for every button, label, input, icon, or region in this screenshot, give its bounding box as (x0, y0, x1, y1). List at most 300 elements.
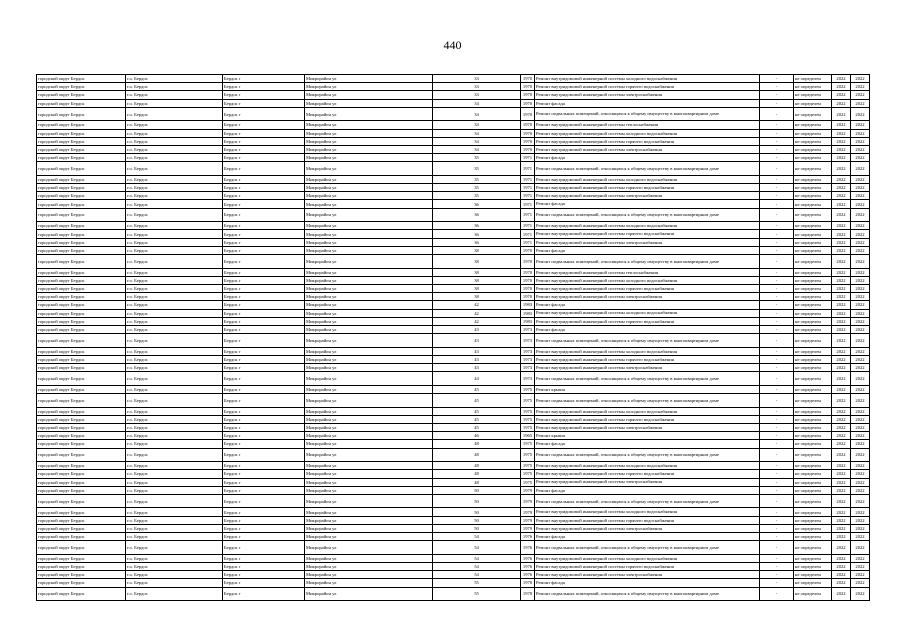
work-type-cell: Ремонт внутридомовой инженерной системы электроснабжения (535, 238, 760, 246)
status-cell: не определен (794, 486, 832, 494)
year-cell: 1970 (521, 293, 535, 301)
status-cell: не определен (794, 355, 832, 363)
plan-end-cell: 2022 (851, 364, 870, 372)
house-number-cell: 36 (433, 222, 521, 230)
city-cell: Бердск г (223, 334, 305, 348)
work-type-cell: Ремонт внутридомовой инженерной системы электроснабжения (535, 91, 760, 99)
settlement-cell: г.о. Бердск (126, 154, 223, 162)
street-cell: Микрорайон ул (305, 494, 433, 508)
plan-end-cell: 2022 (851, 407, 870, 415)
year-cell: 1975 (521, 470, 535, 478)
house-number-cell: 46 (433, 432, 521, 440)
status-cell: не определен (794, 440, 832, 448)
year-cell: 1978 (521, 579, 535, 587)
settlement-cell: г.о. Бердск (126, 192, 223, 200)
cost-cell: - (760, 524, 794, 532)
work-type-cell: Ремонт внутридомовой инженерной системы холодного водоснабжения (535, 276, 760, 284)
year-cell: 1975 (521, 415, 535, 423)
year-cell: 1975 (521, 448, 535, 462)
city-cell: Бердск г (223, 394, 305, 408)
work-type-cell: Ремонт фасада (535, 154, 760, 162)
house-number-cell: 38 (433, 284, 521, 292)
plan-start-cell: 2022 (832, 309, 851, 317)
table-row (37, 486, 870, 494)
table-row (37, 524, 870, 532)
year-cell: 1976 (521, 563, 535, 571)
year-cell: 1975 (521, 462, 535, 470)
table-row (37, 75, 870, 83)
house-number-cell: 54 (433, 533, 521, 541)
district-cell: городской округ Бердск (37, 478, 126, 486)
plan-start-cell: 2022 (832, 154, 851, 162)
street-cell: Микрорайон ул (305, 99, 433, 107)
table-row (37, 571, 870, 579)
plan-start-cell: 2022 (832, 162, 851, 176)
settlement-cell: г.о. Бердск (126, 394, 223, 408)
year-cell: 1970 (521, 137, 535, 145)
city-cell: Бердск г (223, 541, 305, 555)
city-cell: Бердск г (223, 486, 305, 494)
status-cell: не определен (794, 145, 832, 153)
plan-end-cell: 2022 (851, 571, 870, 579)
street-cell: Микрорайон ул (305, 238, 433, 246)
table-body (37, 75, 870, 601)
cost-cell: - (760, 516, 794, 524)
house-number-cell: 48 (433, 462, 521, 470)
city-cell: Бердск г (223, 563, 305, 571)
city-cell: Бердск г (223, 75, 305, 83)
year-cell: 1975 (521, 440, 535, 448)
plan-start-cell: 2022 (832, 246, 851, 254)
plan-end-cell: 2022 (851, 448, 870, 462)
settlement-cell: г.о. Бердск (126, 309, 223, 317)
city-cell: Бердск г (223, 184, 305, 192)
house-number-cell: 33 (433, 75, 521, 83)
status-cell: не определен (794, 423, 832, 431)
table-row (37, 334, 870, 348)
city-cell: Бердск г (223, 325, 305, 333)
work-type-cell: Ремонт внутридомовой инженерной системы электроснабжения (535, 364, 760, 372)
house-number-cell: 45 (433, 415, 521, 423)
district-cell: городской округ Бердск (37, 192, 126, 200)
district-cell: городской округ Бердск (37, 355, 126, 363)
district-cell: городской округ Бердск (37, 325, 126, 333)
street-cell: Микрорайон ул (305, 347, 433, 355)
house-number-cell: 36 (433, 208, 521, 222)
district-cell: городской округ Бердск (37, 184, 126, 192)
street-cell: Микрорайон ул (305, 91, 433, 99)
city-cell: Бердск г (223, 508, 305, 516)
settlement-cell: г.о. Бердск (126, 478, 223, 486)
settlement-cell: г.о. Бердск (126, 432, 223, 440)
city-cell: Бердск г (223, 208, 305, 222)
cost-cell: - (760, 208, 794, 222)
work-type-cell: Ремонт внутридомовой инженерной системы электроснабжения (535, 293, 760, 301)
settlement-cell: г.о. Бердск (126, 129, 223, 137)
plan-end-cell: 2022 (851, 301, 870, 309)
plan-end-cell: 2022 (851, 145, 870, 153)
work-type-cell: Ремонт внутридомовой инженерной системы горячего водоснабжения (535, 284, 760, 292)
work-type-cell: Ремонт внутридомовой инженерной системы горячего водоснабжения (535, 516, 760, 524)
city-cell: Бердск г (223, 107, 305, 121)
house-number-cell: 34 (433, 121, 521, 129)
settlement-cell: г.о. Бердск (126, 486, 223, 494)
settlement-cell: г.о. Бердск (126, 385, 223, 393)
year-cell: 1983 (521, 309, 535, 317)
district-cell: городской округ Бердск (37, 301, 126, 309)
year-cell: 1970 (521, 145, 535, 153)
cost-cell: - (760, 137, 794, 145)
cost-cell: - (760, 372, 794, 386)
plan-end-cell: 2022 (851, 385, 870, 393)
work-type-cell: Ремонт внутридомовой инженерной системы холодного водоснабжения (535, 129, 760, 137)
street-cell: Микрорайон ул (305, 415, 433, 423)
plan-start-cell: 2022 (832, 334, 851, 348)
street-cell: Микрорайон ул (305, 301, 433, 309)
settlement-cell: г.о. Бердск (126, 364, 223, 372)
city-cell: Бердск г (223, 494, 305, 508)
settlement-cell: г.о. Бердск (126, 238, 223, 246)
city-cell: Бердск г (223, 129, 305, 137)
street-cell: Микрорайон ул (305, 208, 433, 222)
street-cell: Микрорайон ул (305, 462, 433, 470)
cost-cell: - (760, 325, 794, 333)
plan-start-cell: 2022 (832, 200, 851, 208)
year-cell: 1970 (521, 246, 535, 254)
plan-end-cell: 2022 (851, 524, 870, 532)
house-number-cell: 54 (433, 571, 521, 579)
plan-start-cell: 2022 (832, 99, 851, 107)
status-cell: не определен (794, 334, 832, 348)
status-cell: не определен (794, 364, 832, 372)
settlement-cell: г.о. Бердск (126, 145, 223, 153)
work-type-cell: Ремонт внутридомовой инженерной системы холодного водоснабжения (535, 554, 760, 562)
street-cell: Микрорайон ул (305, 478, 433, 486)
cost-cell: - (760, 301, 794, 309)
district-cell: городской округ Бердск (37, 554, 126, 562)
work-type-cell: Ремонт подвальных помещений, относящихся к общему имуществу в многоквартирном доме (535, 334, 760, 348)
district-cell: городской округ Бердск (37, 222, 126, 230)
settlement-cell: г.о. Бердск (126, 462, 223, 470)
city-cell: Бердск г (223, 385, 305, 393)
cost-cell: - (760, 268, 794, 276)
status-cell: не определен (794, 325, 832, 333)
year-cell: 1971 (521, 175, 535, 183)
status-cell: не определен (794, 276, 832, 284)
city-cell: Бердск г (223, 448, 305, 462)
settlement-cell: г.о. Бердск (126, 91, 223, 99)
table-row (37, 162, 870, 176)
street-cell: Микрорайон ул (305, 423, 433, 431)
status-cell: не определен (794, 99, 832, 107)
house-number-cell: 34 (433, 129, 521, 137)
plan-end-cell: 2022 (851, 334, 870, 348)
work-type-cell: Ремонт крыши (535, 385, 760, 393)
cost-cell: - (760, 440, 794, 448)
district-cell: городской округ Бердск (37, 200, 126, 208)
city-cell: Бердск г (223, 83, 305, 91)
work-type-cell: Ремонт внутридомовой инженерной системы холодного водоснабжения (535, 222, 760, 230)
status-cell: не определен (794, 385, 832, 393)
table-row (37, 137, 870, 145)
settlement-cell: г.о. Бердск (126, 355, 223, 363)
plan-end-cell: 2022 (851, 347, 870, 355)
city-cell: Бердск г (223, 372, 305, 386)
district-cell: городской округ Бердск (37, 508, 126, 516)
city-cell: Бердск г (223, 524, 305, 532)
city-cell: Бердск г (223, 230, 305, 238)
street-cell: Микрорайон ул (305, 563, 433, 571)
district-cell: городской округ Бердск (37, 486, 126, 494)
district-cell: городской округ Бердск (37, 415, 126, 423)
status-cell: не определен (794, 200, 832, 208)
status-cell: не определен (794, 238, 832, 246)
table-row (37, 121, 870, 129)
plan-start-cell: 2022 (832, 541, 851, 555)
year-cell: 1976 (521, 554, 535, 562)
year-cell: 1970 (521, 129, 535, 137)
city-cell: Бердск г (223, 533, 305, 541)
district-cell: городской округ Бердск (37, 407, 126, 415)
status-cell: не определен (794, 301, 832, 309)
plan-start-cell: 2022 (832, 145, 851, 153)
cost-cell: - (760, 162, 794, 176)
cost-cell: - (760, 284, 794, 292)
table-row (37, 99, 870, 107)
plan-start-cell: 2022 (832, 75, 851, 83)
status-cell: не определен (794, 563, 832, 571)
city-cell: Бердск г (223, 579, 305, 587)
house-number-cell: 34 (433, 137, 521, 145)
settlement-cell: г.о. Бердск (126, 200, 223, 208)
table-row (37, 230, 870, 238)
plan-start-cell: 2022 (832, 407, 851, 415)
work-type-cell: Ремонт подвальных помещений, относящихся к общему имуществу в многоквартирном доме (535, 254, 760, 268)
work-type-cell: Ремонт внутридомовой инженерной системы электроснабжения (535, 192, 760, 200)
house-number-cell: 38 (433, 268, 521, 276)
city-cell: Бердск г (223, 222, 305, 230)
district-cell: городской округ Бердск (37, 448, 126, 462)
house-number-cell: 45 (433, 407, 521, 415)
settlement-cell: г.о. Бердск (126, 268, 223, 276)
plan-start-cell: 2022 (832, 284, 851, 292)
house-number-cell: 43 (433, 325, 521, 333)
table-row (37, 541, 870, 555)
plan-start-cell: 2022 (832, 478, 851, 486)
work-type-cell: Ремонт подвальных помещений, относящихся к общему имуществу в многоквартирном доме (535, 494, 760, 508)
table-row (37, 238, 870, 246)
plan-start-cell: 2022 (832, 533, 851, 541)
cost-cell: - (760, 486, 794, 494)
work-type-cell: Ремонт внутридомовой инженерной системы холодного водоснабжения (535, 508, 760, 516)
year-cell: 1970 (521, 284, 535, 292)
status-cell: не определен (794, 372, 832, 386)
house-number-cell: 38 (433, 254, 521, 268)
plan-start-cell: 2022 (832, 293, 851, 301)
plan-end-cell: 2022 (851, 154, 870, 162)
year-cell: 1970 (521, 268, 535, 276)
district-cell: городской округ Бердск (37, 533, 126, 541)
status-cell: не определен (794, 462, 832, 470)
plan-end-cell: 2022 (851, 276, 870, 284)
district-cell: городской округ Бердск (37, 462, 126, 470)
plan-end-cell: 2022 (851, 462, 870, 470)
plan-start-cell: 2022 (832, 587, 851, 601)
year-cell: 1979 (521, 516, 535, 524)
house-number-cell: 35 (433, 175, 521, 183)
cost-cell: - (760, 394, 794, 408)
house-number-cell: 38 (433, 276, 521, 284)
street-cell: Микрорайон ул (305, 325, 433, 333)
settlement-cell: г.о. Бердск (126, 579, 223, 587)
city-cell: Бердск г (223, 91, 305, 99)
table-row (37, 448, 870, 462)
plan-end-cell: 2022 (851, 587, 870, 601)
house-number-cell: 45 (433, 423, 521, 431)
plan-end-cell: 2022 (851, 137, 870, 145)
cost-cell: - (760, 145, 794, 153)
house-number-cell: 48 (433, 470, 521, 478)
district-cell: городской округ Бердск (37, 423, 126, 431)
cost-cell: - (760, 448, 794, 462)
table-row (37, 478, 870, 486)
status-cell: не определен (794, 246, 832, 254)
table-row (37, 415, 870, 423)
plan-end-cell: 2022 (851, 394, 870, 408)
table-row (37, 293, 870, 301)
cost-cell: - (760, 494, 794, 508)
plan-start-cell: 2022 (832, 372, 851, 386)
street-cell: Микрорайон ул (305, 121, 433, 129)
table-row (37, 276, 870, 284)
work-type-cell: Ремонт подвальных помещений, относящихся к общему имуществу в многоквартирном доме (535, 448, 760, 462)
page-number: 440 (443, 38, 462, 52)
plan-start-cell: 2022 (832, 129, 851, 137)
year-cell: 1970 (521, 276, 535, 284)
settlement-cell: г.о. Бердск (126, 99, 223, 107)
house-number-cell: 35 (433, 162, 521, 176)
settlement-cell: г.о. Бердск (126, 334, 223, 348)
district-cell: городской округ Бердск (37, 579, 126, 587)
plan-start-cell: 2022 (832, 440, 851, 448)
settlement-cell: г.о. Бердск (126, 325, 223, 333)
district-cell: городской округ Бердск (37, 268, 126, 276)
city-cell: Бердск г (223, 587, 305, 601)
cost-cell: - (760, 107, 794, 121)
year-cell: 1971 (521, 230, 535, 238)
settlement-cell: г.о. Бердск (126, 75, 223, 83)
district-cell: городской округ Бердск (37, 309, 126, 317)
cost-cell: - (760, 334, 794, 348)
district-cell: городской округ Бердск (37, 107, 126, 121)
district-cell: городской округ Бердск (37, 494, 126, 508)
settlement-cell: г.о. Бердск (126, 440, 223, 448)
cost-cell: - (760, 470, 794, 478)
plan-end-cell: 2022 (851, 486, 870, 494)
house-number-cell: 44 (433, 372, 521, 386)
settlement-cell: г.о. Бердск (126, 448, 223, 462)
table-row (37, 587, 870, 601)
year-cell: 1970 (521, 91, 535, 99)
cost-cell: - (760, 347, 794, 355)
settlement-cell: г.о. Бердск (126, 317, 223, 325)
district-cell: городской округ Бердск (37, 587, 126, 601)
street-cell: Микрорайон ул (305, 571, 433, 579)
work-type-cell: Ремонт внутридомовой инженерной системы горячего водоснабжения (535, 415, 760, 423)
cost-cell: - (760, 121, 794, 129)
settlement-cell: г.о. Бердск (126, 107, 223, 121)
settlement-cell: г.о. Бердск (126, 137, 223, 145)
status-cell: не определен (794, 533, 832, 541)
district-cell: городской округ Бердск (37, 541, 126, 555)
status-cell: не определен (794, 230, 832, 238)
city-cell: Бердск г (223, 317, 305, 325)
status-cell: не определен (794, 137, 832, 145)
year-cell: 1970 (521, 99, 535, 107)
cost-cell: - (760, 554, 794, 562)
plan-end-cell: 2022 (851, 284, 870, 292)
street-cell: Микрорайон ул (305, 554, 433, 562)
city-cell: Бердск г (223, 571, 305, 579)
district-cell: городской округ Бердск (37, 238, 126, 246)
year-cell: 1965 (521, 432, 535, 440)
repair-schedule-table (36, 74, 870, 601)
street-cell: Микрорайон ул (305, 372, 433, 386)
status-cell: не определен (794, 317, 832, 325)
year-cell: 1975 (521, 394, 535, 408)
plan-end-cell: 2022 (851, 563, 870, 571)
year-cell: 1973 (521, 372, 535, 386)
house-number-cell: 55 (433, 587, 521, 601)
table-row (37, 83, 870, 91)
plan-end-cell: 2022 (851, 423, 870, 431)
city-cell: Бердск г (223, 192, 305, 200)
cost-cell: - (760, 99, 794, 107)
plan-end-cell: 2022 (851, 230, 870, 238)
plan-start-cell: 2022 (832, 524, 851, 532)
street-cell: Микрорайон ул (305, 486, 433, 494)
house-number-cell: 38 (433, 246, 521, 254)
year-cell: 1970 (521, 107, 535, 121)
city-cell: Бердск г (223, 276, 305, 284)
plan-start-cell: 2022 (832, 254, 851, 268)
table-row (37, 254, 870, 268)
status-cell: не определен (794, 268, 832, 276)
house-number-cell: 34 (433, 99, 521, 107)
plan-start-cell: 2022 (832, 516, 851, 524)
cost-cell: - (760, 579, 794, 587)
status-cell: не определен (794, 579, 832, 587)
year-cell: 1983 (521, 317, 535, 325)
plan-start-cell: 2022 (832, 385, 851, 393)
year-cell: 1979 (521, 508, 535, 516)
work-type-cell: Ремонт подвальных помещений, относящихся к общему имуществу в многоквартирном доме (535, 541, 760, 555)
settlement-cell: г.о. Бердск (126, 470, 223, 478)
status-cell: не определен (794, 184, 832, 192)
year-cell: 1979 (521, 486, 535, 494)
status-cell: не определен (794, 222, 832, 230)
plan-end-cell: 2022 (851, 494, 870, 508)
settlement-cell: г.о. Бердск (126, 162, 223, 176)
plan-start-cell: 2022 (832, 508, 851, 516)
street-cell: Микрорайон ул (305, 317, 433, 325)
city-cell: Бердск г (223, 516, 305, 524)
work-type-cell: Ремонт внутридомовой инженерной системы горячего водоснабжения (535, 184, 760, 192)
status-cell: не определен (794, 407, 832, 415)
city-cell: Бердск г (223, 154, 305, 162)
work-type-cell: Ремонт внутридомовой инженерной системы холодного водоснабжения (535, 462, 760, 470)
settlement-cell: г.о. Бердск (126, 276, 223, 284)
